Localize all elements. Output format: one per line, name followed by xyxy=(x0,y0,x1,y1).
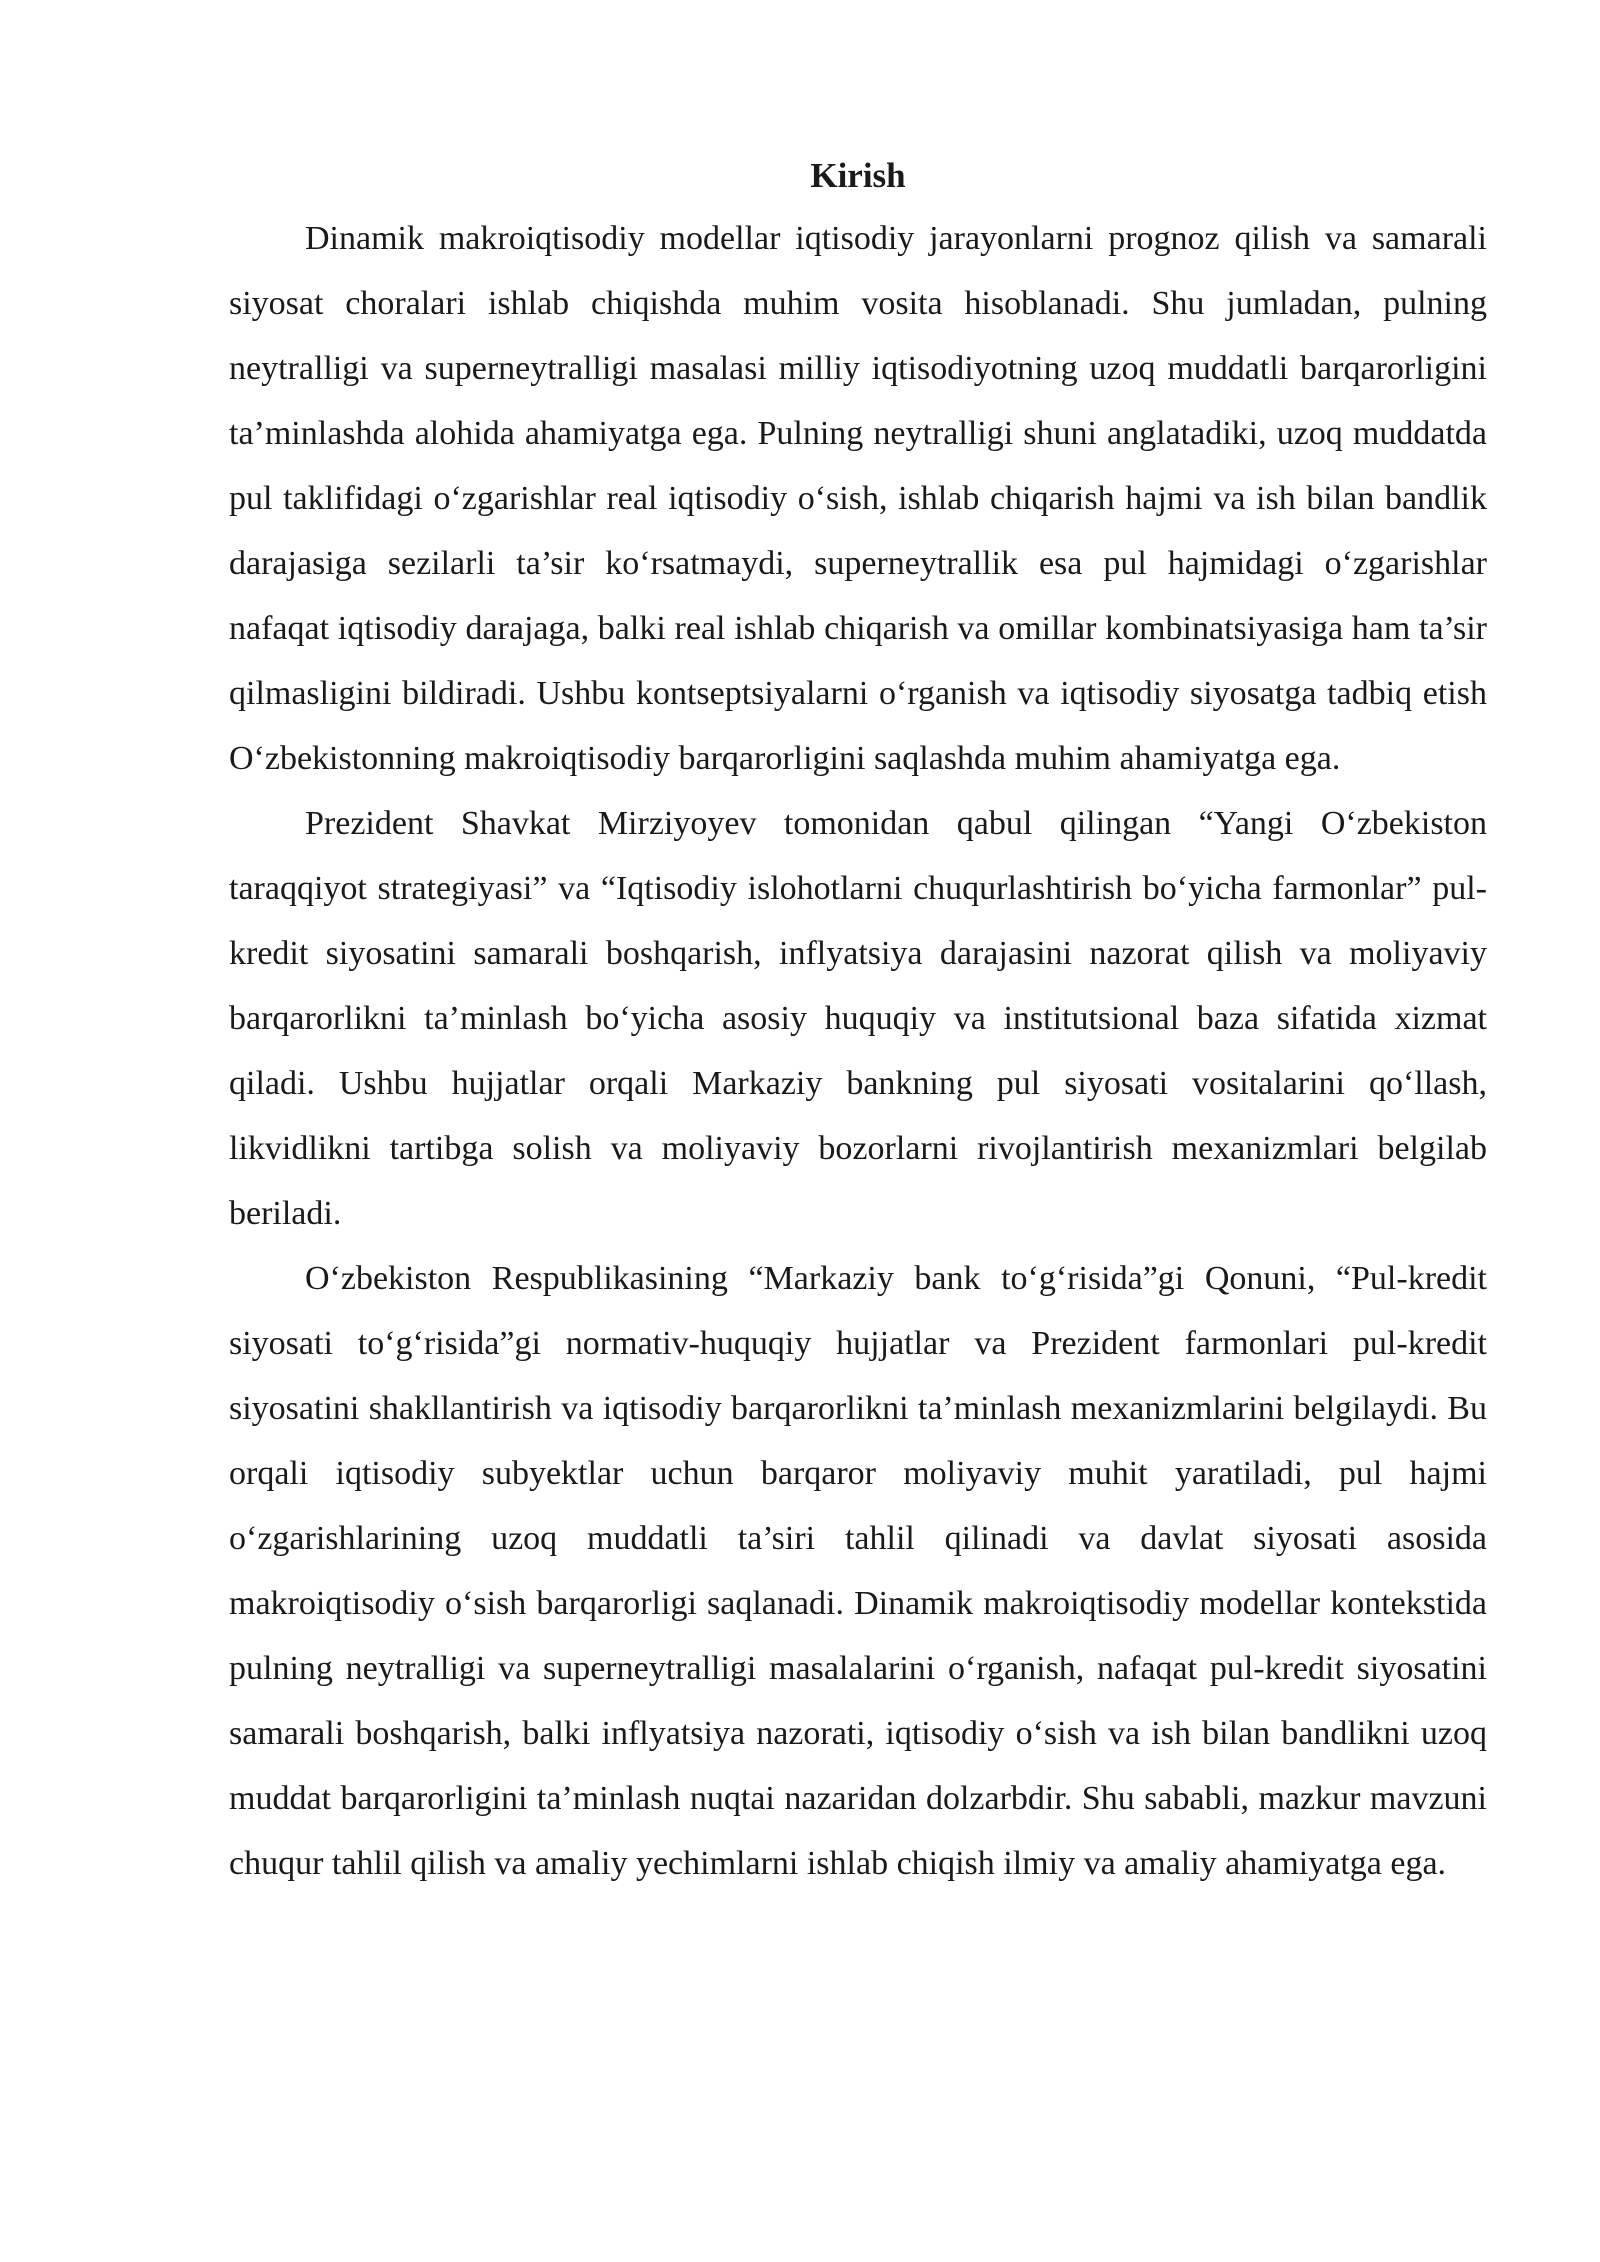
section-title: Kirish xyxy=(810,156,906,195)
paragraph-1: Dinamik makroiqtisodiy modellar iqtisodiy jarayonlarni prognoz qilish va samarali siyosat choralari ishlab chiqishda muhim vosita hisoblanadi. Shu jumladan, pulning neytralligi va superneytralligi masalasi milliy iqtisodiyotning uzoq muddatli barqarorligini ta’minlashda alohida ahamiyatga ega. Pulning neytralligi shuni anglatadiki, uzoq muddatda pul taklifidagi o‘zgarishlar real iqtisodiy o‘sish, ishlab chiqarish hajmi va ish bilan bandlik darajasiga sezilarli ta’sir ko‘rsatmaydi, superneytrallik esa pul hajmidagi o‘zgarishlar nafaqat iqtisodiy darajaga, balki real ishlab chiqarish va omillar kombinatsiyasiga ham ta’sir qilmasligini bildiradi. Ushbu kontseptsiyalarni o‘rganish va iqtisodiy siyosatga tadbiq etish O‘zbekistonning makroiqtisodiy barqarorligini saqlashda muhim ahamiyatga ega. xyxy=(229,220,1487,777)
paragraph-2: Prezident Shavkat Mirziyoyev tomonidan qabul qilingan “Yangi O‘zbekiston taraqqiyot strategiyasi” va “Iqtisodiy islohotlarni chuqurlashtirish bo‘yicha farmonlar” pul-kredit siyosatini samarali boshqarish, inflyatsiya darajasini nazorat qilish va moliyaviy barqarorlikni ta’minlash bo‘yicha asosiy huquqiy va institutsional baza sifatida xizmat qiladi. Ushbu hujjatlar orqali Markaziy bankning pul siyosati vositalarini qo‘llash, likvidlikni tartibga solish va moliyaviy bozorlarni rivojlantirish mexanizmlari belgilab beriladi. xyxy=(229,805,1487,1232)
paragraph-3: O‘zbekiston Respublikasining “Markaziy bank to‘g‘risida”gi Qonuni, “Pul-kredit siyosati to‘g‘risida”gi normativ-huquqiy hujjatlar va Prezident farmonlari pul-kredit siyosatini shakllantirish va iqtisodiy barqarorlikni ta’minlash mexanizmlarini belgilaydi. Bu orqali iqtisodiy subyektlar uchun barqaror moliyaviy muhit yaratiladi, pul hajmi o‘zgarishlarining uzoq muddatli ta’siri tahlil qilinadi va davlat siyosati asosida makroiqtisodiy o‘sish barqarorligi saqlanadi. Dinamik makroiqtisodiy modellar kontekstida pulning neytralligi va superneytralligi masalalarini o‘rganish, nafaqat pul-kredit siyosatini samarali boshqarish, balki inflyatsiya nazorati, iqtisodiy o‘sish va ish bilan bandlikni uzoq muddat barqarorligini ta’minlash nuqtai nazaridan dolzarbdir. Shu sababli, mazkur mavzuni chuqur tahlil qilish va amaliy yechimlarni ishlab chiqish ilmiy va amaliy ahamiyatga ega. xyxy=(229,1260,1487,1882)
document-body xyxy=(229,146,1487,1896)
